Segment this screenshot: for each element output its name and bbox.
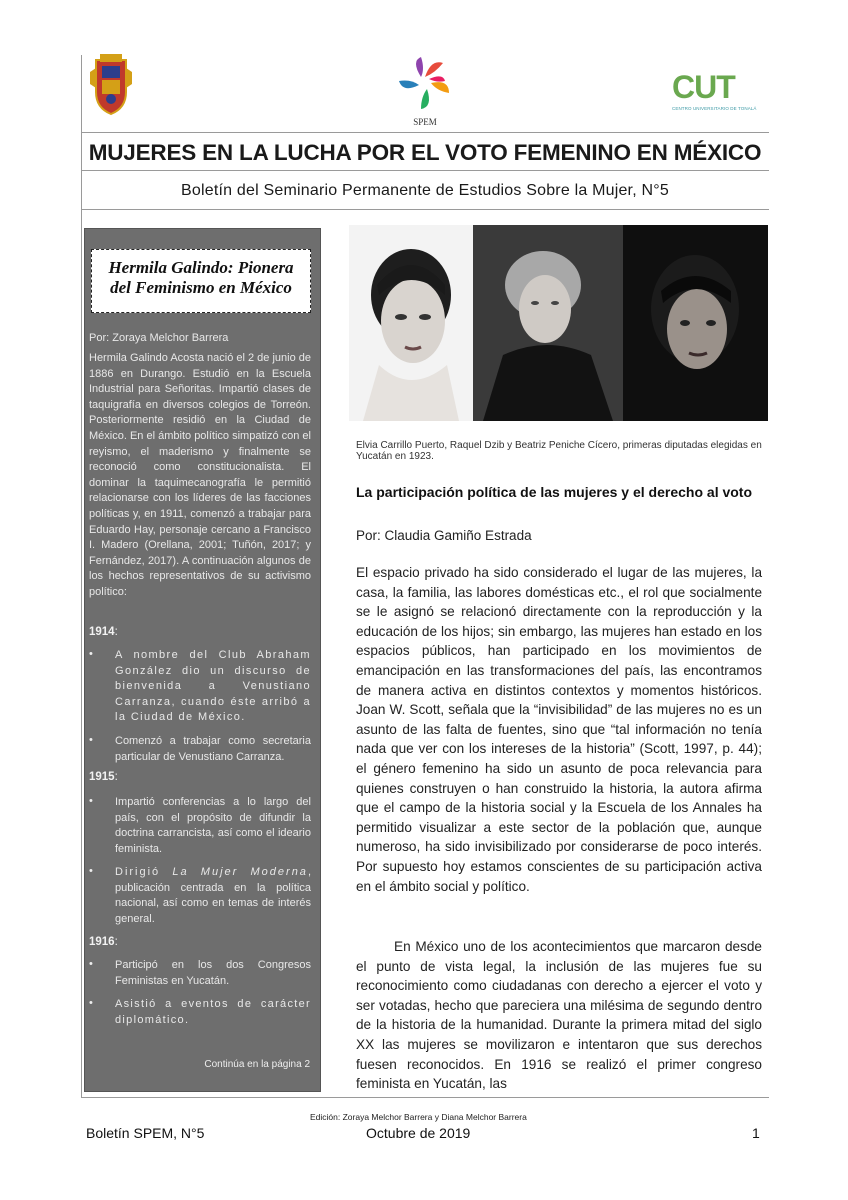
article-author: Por: Claudia Gamiño Estrada: [356, 528, 532, 543]
header-rule-top: [81, 132, 769, 133]
spem-label: SPEM: [413, 117, 437, 127]
sidebar-item-1914-1: A nombre del Club Abraham González dio un discurso de bienvenida a Venustiano Carranza, cuando éste arribó a la Ciudad de México.: [115, 649, 311, 724]
sidebar-title: [92, 258, 310, 298]
sidebar-year-1915: 1915:: [89, 771, 118, 783]
sidebar-item-1916-1: Participó en los dos Congresos Feministas en Yucatán.: [115, 959, 311, 987]
continue-note: Continúa en la página 2: [204, 1059, 310, 1070]
edition-credit: Edición: Zoraya Melchor Barrera y Diana Melchor Barrera: [310, 1112, 527, 1122]
sidebar-year-1916: 1916:: [89, 936, 118, 948]
photo-portrait-1: [349, 225, 473, 421]
article-title: La participación política de las mujeres y el derecho al voto: [356, 484, 753, 500]
article-paragraph-1: El espacio privado ha sido considerado el lugar de las mujeres, la casa, la familia, las labores domésticas etc., el rol que socialmente se le asignó se relacionó directamente con la reproducción y la educación de los hijos; sin embargo, las mujeres han estado en los espacios públicos, han participado en los movimientos de emancipación en las transformaciones del país, las encontramos de manera activa en distintos contextos y momentos históricos. Joan W. Scott, señala que la “invisibilidad” de las mujeres no es un asunto de las falta de fuentes, sino que “tal información no tenía nada que ver con los intereses de la historia” (Scott, 1997, p. 44); el género femenino ha sido un asunto de poca relevancia para quienes construyen o han construido la historia, la autora afirma que el campo de la historia social y la Escuela de los Annales ha permitido visualizar a este sector de la población que, aunque numeroso, ha sido invisibilizado por considerarse de poco interés. Por supuesto hoy estamos conscientes de su participación activa en el ámbito social y político.: [356, 565, 762, 894]
bullet: •: [89, 865, 93, 877]
sidebar-author: Por: Zoraya Melchor Barrera: [89, 332, 229, 344]
bullet: •: [89, 997, 93, 1009]
bullet: •: [89, 648, 93, 660]
header-rule-mid: [81, 170, 769, 171]
bullet: •: [89, 734, 93, 746]
sidebar-item-1915-1: Impartió conferencias a lo largo del país, con el propósito de difundir la doctrina carrancista, así como el ideario feminista.: [115, 796, 311, 855]
sidebar-item-1914-2: Comenzó a trabajar como secretaria particular de Venustiano Carranza.: [115, 735, 311, 763]
cut-subtitle: CENTRO UNIVERSITARIO DE TONALÁ: [672, 106, 757, 111]
photo-portrait-3: [623, 225, 768, 421]
spem-logo: [392, 55, 458, 131]
footer-publication: Boletín SPEM, N°5: [86, 1125, 205, 1141]
sidebar-title-box: [91, 249, 311, 313]
article-paragraph-2: En México uno de los acontecimientos que marcaron desde el punto de vista legal, la inclusión de las mujeres fue su reconocimiento como ciudadanas con derecho a ejercer el voto y ser votadas, hecho que pareciera una milésima de segundo dentro de la historia de la humanidad. Durante la primera mitad del siglo XX las mujeres se movilizaron e intentaron que sus derechos fuesen reconocidos. En 1916 se realizó el primer congreso feminista en Yucatán, las: [356, 939, 762, 1092]
left-margin-rule: [81, 55, 82, 1097]
page-title: MUJERES EN LA LUCHA POR EL VOTO FEMENINO EN MÉXICO: [88, 140, 762, 165]
photo-portrait-2: [473, 225, 623, 421]
photo-strip: [349, 225, 768, 421]
udg-crest-logo: [88, 52, 134, 116]
footer-rule: [81, 1097, 769, 1098]
cut-label: CUT: [672, 69, 735, 105]
sidebar-title-line2: del Feminismo en México: [110, 278, 292, 297]
cut-logo: [670, 70, 764, 116]
sidebar-item-1916-2: Asistió a eventos de carácter diplomático.: [115, 998, 311, 1026]
header-rule-bottom: [81, 209, 769, 210]
sidebar-item-1915-2: Dirigió La Mujer Moderna, publicación centrada en la política nacional, así como en temas de interés general.: [115, 866, 311, 925]
bullet: •: [89, 795, 93, 807]
sidebar-panel: [84, 228, 321, 1092]
sidebar-title-line1: Hermila Galindo: Pionera: [108, 258, 294, 277]
footer-date: Octubre de 2019: [366, 1125, 471, 1141]
page-subtitle: Boletín del Seminario Permanente de Estudios Sobre la Mujer, N°5: [181, 182, 669, 199]
photo-caption: Elvia Carrillo Puerto, Raquel Dzib y Beatriz Peniche Cícero, primeras diputadas elegidas en Yucatán en 1923.: [356, 440, 762, 462]
sidebar-intro: Hermila Galindo Acosta nació el 2 de junio de 1886 en Durango. Estudió en la Escuela Industrial para Señoritas. Impartió clases de taquigrafía en diversos colegios de Torreón. Posteriormente residió en la Ciudad de México. En el ámbito político simpatizó con el reyismo, el maderismo y finalmente se reconoció como constitucionalista. El dominar la taquimecanografía le permitió relacionarse con los líderes de las facciones políticas y, en 1911, comenzó a trabajar para Eduardo Hay, personaje cercano a Francisco I. Madero (Orellana, 2001; Tuñón, 2017; y Fernández, 2017). A continuación algunos de los hechos representativos de su activismo político:: [89, 352, 311, 598]
bullet: •: [89, 958, 93, 970]
page-number: 1: [752, 1125, 760, 1141]
sidebar-year-1914: 1914:: [89, 626, 118, 638]
